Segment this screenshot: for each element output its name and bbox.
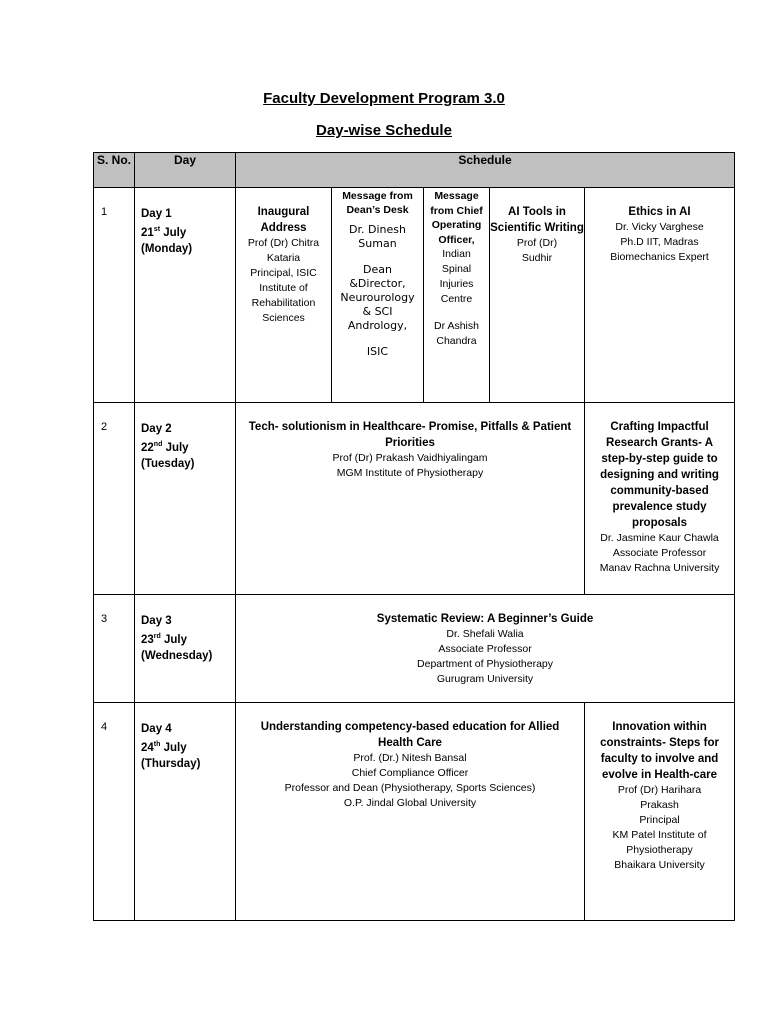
day-date (141, 437, 235, 456)
session-line: &Director, (349, 277, 406, 290)
schedule-table (93, 152, 735, 921)
session-cell (236, 403, 585, 595)
session-speaker (591, 531, 728, 576)
session-line: Neurourology (340, 291, 415, 304)
session-line: Institute of (259, 282, 308, 294)
session-line (332, 333, 423, 345)
row-day (135, 403, 236, 595)
session-line: Andrology, (347, 319, 408, 332)
row-day (135, 595, 236, 703)
session-line: Principal, ISIC (250, 267, 317, 279)
date-number: 21 (141, 226, 154, 239)
header-day: Day (135, 153, 236, 188)
day-label: Day 2 (141, 423, 172, 435)
session-line (424, 307, 489, 319)
session-line: MGM Institute of Physiotherapy (336, 467, 484, 479)
session-line: Rehabilitation (251, 297, 316, 309)
date-suffix: th (153, 741, 161, 748)
session-speaker (585, 220, 734, 265)
document-subtitle: Day-wise Schedule (316, 122, 452, 139)
session-line: O.P. Jindal Global University (343, 797, 477, 809)
session-cell (585, 188, 735, 403)
row-sno: 4 (94, 703, 135, 921)
session-line: Physiotherapy (626, 844, 693, 856)
session-line (332, 251, 423, 263)
session-cell (236, 703, 585, 921)
session-line: Bhaikara University (614, 859, 705, 871)
session-line: Department of Physiotherapy (417, 658, 554, 670)
session-cell (424, 188, 490, 403)
day-date (141, 629, 235, 648)
row-day (135, 188, 236, 403)
session-line: Indian (442, 248, 471, 260)
session-line: Centre (440, 293, 473, 305)
session-line: Professor and Dean (Physiotherapy, Sports Sciences) (284, 782, 536, 794)
table-row (94, 188, 735, 403)
date-month: July (165, 441, 189, 454)
session-speaker (236, 236, 331, 326)
date-suffix: nd (153, 441, 163, 448)
date-number: 24 (141, 741, 154, 754)
session-line: KM Patel Institute of (612, 829, 707, 841)
session-speaker (591, 783, 728, 873)
session-title: Innovation within constraints- Steps for faculty to involve and evolve in Health-care (600, 721, 719, 781)
session-line: Kataria (266, 252, 301, 264)
document-title: Faculty Development Program 3.0 (263, 90, 505, 107)
session-line: Chief Compliance Officer (351, 767, 469, 779)
session-line: Dr Ashish (434, 320, 479, 332)
session-line: Dr. Jasmine Kaur Chawla (600, 532, 719, 544)
date-number: 23 (141, 633, 154, 646)
table-row (94, 403, 735, 595)
session-speaker (236, 627, 734, 687)
session-title: Message from Dean’s Desk (342, 190, 413, 216)
session-line: Gurugram University (436, 673, 534, 685)
session-line: Associate Professor (612, 547, 707, 559)
day-label: Day 1 (141, 208, 172, 220)
session-line: Associate Professor (438, 643, 532, 655)
session-line: Prof (Dr) Harihara (617, 784, 702, 796)
session-cell (332, 188, 424, 403)
session-cell (490, 188, 585, 403)
session-line: Biomechanics Expert (610, 251, 709, 263)
session-line: Dean (363, 263, 392, 276)
session-line: Manav Rachna University (599, 562, 720, 574)
session-line: Dr. Vicky Varghese (615, 221, 704, 233)
session-cell (585, 403, 735, 595)
session-line: Spinal (441, 263, 472, 275)
table-row (94, 703, 735, 921)
date-month: July (163, 741, 187, 754)
date-number: 22 (141, 441, 154, 454)
header-schedule: Schedule (236, 153, 735, 188)
session-line: Injuries (439, 278, 474, 290)
session-speaker (424, 247, 489, 349)
session-title: Understanding competency-based education for Allied Health Care (260, 721, 560, 749)
date-month: July (163, 226, 187, 239)
session-line: Sciences (262, 312, 305, 324)
table-header-row (94, 153, 735, 188)
day-label: Day 4 (141, 723, 172, 735)
session-line: & SCI (362, 305, 393, 318)
session-line: Prof (Dr) (516, 237, 558, 249)
day-weekday: (Monday) (141, 242, 193, 255)
session-line: Dr. Shefali Walia (446, 628, 524, 640)
session-line: Prof. (Dr.) Nitesh Bansal (353, 752, 467, 764)
session-line: Suman (358, 237, 397, 250)
session-line: Sudhir (521, 252, 553, 264)
row-sno: 3 (94, 595, 135, 703)
session-cell (236, 188, 332, 403)
session-line: Ph.D IIT, Madras (620, 236, 699, 248)
session-title: AI Tools in Scientific Writing (490, 206, 584, 234)
session-title: Systematic Review: A Beginner’s Guide (376, 613, 594, 625)
session-line: ISIC (366, 345, 389, 358)
row-sno: 2 (94, 403, 135, 595)
session-line: Dr. Dinesh (349, 223, 406, 236)
session-line: Chandra (436, 335, 477, 347)
session-title: Message from Chief Operating Officer, (430, 190, 483, 246)
day-label: Day 3 (141, 615, 172, 627)
session-line: Principal (639, 814, 680, 826)
day-date (141, 737, 235, 756)
header-sno: S. No. (94, 153, 135, 188)
session-speaker (244, 751, 576, 811)
session-cell (585, 703, 735, 921)
session-title: Ethics in AI (628, 206, 691, 218)
day-weekday: (Thursday) (141, 757, 201, 770)
session-title: Inaugural Address (257, 206, 310, 234)
row-day (135, 703, 236, 921)
session-speaker (490, 236, 584, 266)
session-title: Tech- solutionism in Healthcare- Promise, Pitfalls & Patient Priorities (248, 421, 572, 449)
day-weekday: (Tuesday) (141, 457, 195, 470)
day-weekday: (Wednesday) (141, 649, 213, 662)
session-speaker (244, 451, 576, 481)
table-row (94, 595, 735, 703)
row-sno: 1 (94, 188, 135, 403)
session-title: Crafting Impactful Research Grants- A step-by-step guide to designing and writing community-based prevalence study proposals (600, 421, 719, 529)
session-line: Prof (Dr) Prakash Vaidhiyalingam (332, 452, 488, 464)
session-line: Prakash (640, 799, 679, 811)
session-line: Prof (Dr) Chitra (247, 237, 320, 249)
day-date (141, 222, 235, 241)
date-suffix: st (153, 226, 161, 233)
session-speaker (332, 223, 423, 359)
date-month: July (164, 633, 188, 646)
date-suffix: rd (153, 633, 161, 640)
session-cell (236, 595, 735, 703)
